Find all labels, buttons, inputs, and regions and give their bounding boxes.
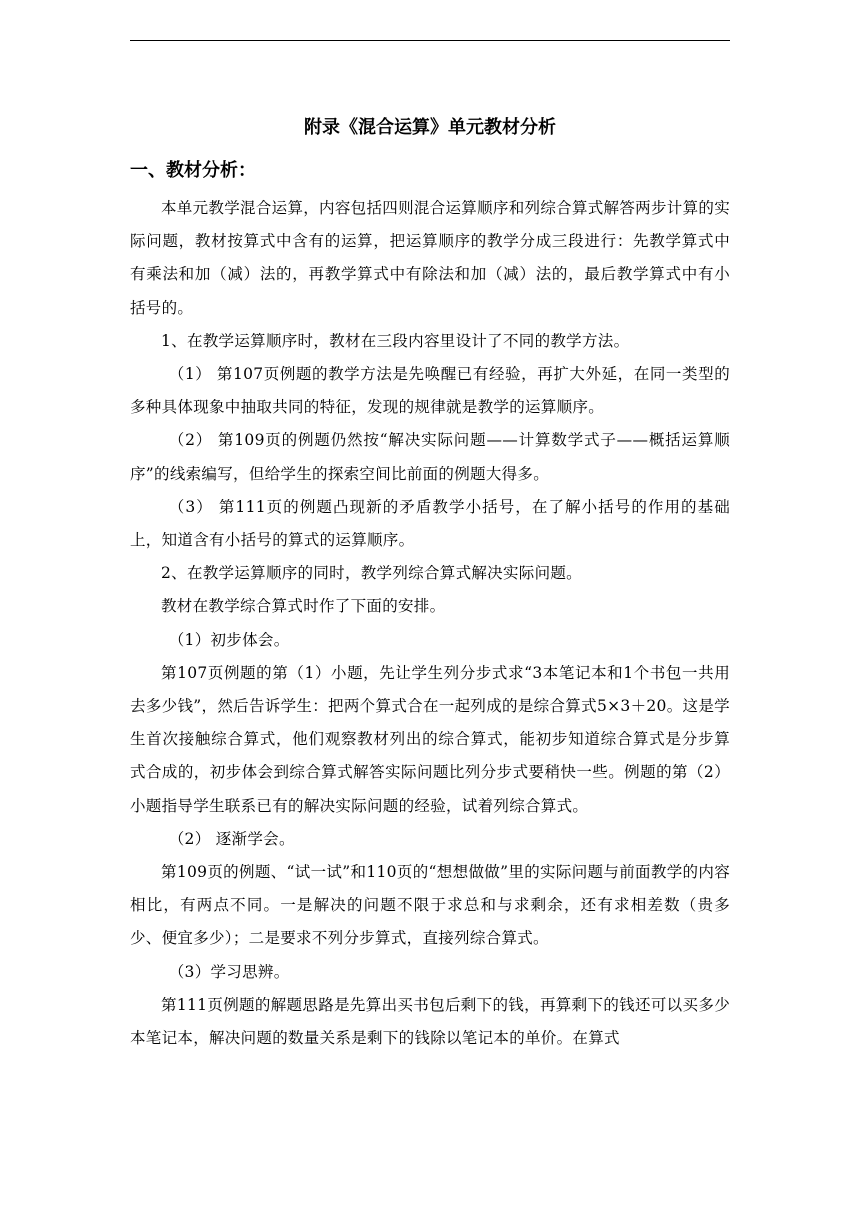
paragraph: （3） 第111页的例题凸现新的矛盾教学小括号，在了解小括号的作用的基础上，知道含有小括号的算式的运算顺序。 (130, 497, 730, 550)
paragraph: （2） 第109页的例题仍然按“解决实际问题——计算数学式子——概括运算顺序”的线索编写，但给学生的探索空间比前面的例题大得多。 (130, 431, 730, 483)
paragraph: 第109页的例题、“试一试”和110页的“想想做做”里的实际问题与前面教学的内容相比，有两点不同。一是解决的问题不限于求总和与求剩余，还有求相差数（贵多少、便宜多少）；二是要求不列分步算式，直接列综合算式。 (130, 863, 730, 948)
paragraph: 本单元教学混合运算，内容包括四则混合运算顺序和列综合算式解答两步计算的实际问题，教材按算式中含有的运算，把运算顺序的教学分成三段进行：先教学算式中有乘法和加（减）法的，再教学算式中有除法和加（减）法的，最后教学算式中有小括号的。 (130, 199, 730, 317)
paragraph: 第111页例题的解题思路是先算出买书包后剩下的钱，再算剩下的钱还可以买多少本笔记本，解决问题的数量关系是剩下的钱除以笔记本的单价。在算式 (130, 995, 730, 1048)
paragraph: （2） 逐渐学会。 (168, 829, 295, 848)
paragraph: 1、在教学运算顺序时，教材在三段内容里设计了不同的教学方法。 (161, 331, 630, 350)
section-heading: 一、教材分析： (130, 160, 256, 181)
paragraph: （1） 第107页例题的教学方法是先唤醒已有经验，再扩大外延，在同一类型的多种具体现象中抽取共同的特征，发现的规律就是教学的运算顺序。 (130, 365, 730, 417)
paragraph: （1）初步体会。 (168, 630, 290, 649)
paragraph: （3）学习思辨。 (168, 962, 290, 981)
document-body (130, 110, 730, 1055)
document-title: 附录《混合运算》单元教材分析 (304, 117, 556, 138)
paragraph: 第107页例题的第（1）小题，先让学生列分步式求“3本笔记本和1个书包一共用去多少钱”，然后告诉学生：把两个算式合在一起列成的是综合算式5×3＋20。这是学生首次接触综合算式，他们观察教材列出的综合算式，能初步知道综合算式是分步算式合成的，初步体会到综合算式解答实际问题比列分步式要稍快一些。例题的第（2）小题指导学生联系已有的解决实际问题的经验，试着列综合算式。 (130, 663, 730, 815)
paragraph: 2、在教学运算顺序的同时，教学列综合算式解决实际问题。 (161, 564, 582, 583)
header-rule (130, 40, 730, 41)
paragraph: 教材在教学综合算式时作了下面的安排。 (161, 597, 446, 616)
